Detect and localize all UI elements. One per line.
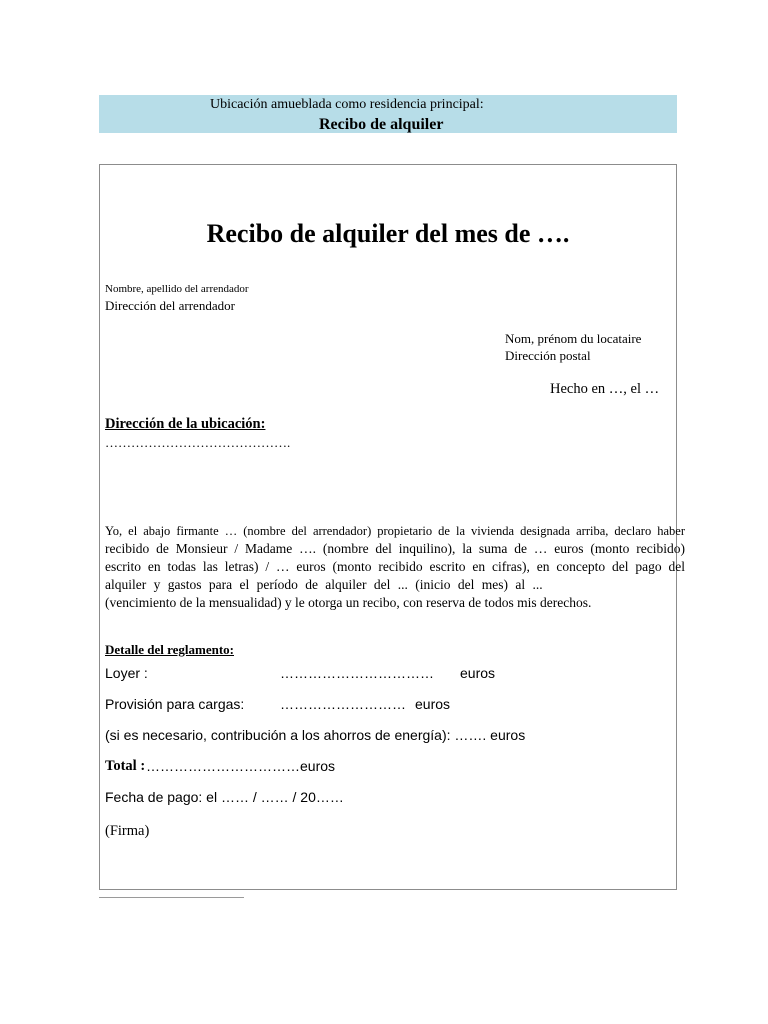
paragraph-line: escrito en todas las letras) / … euros (monto recibido escrito en cifras), en concepto del pago del: [105, 559, 685, 574]
total-label: Total :: [105, 758, 146, 774]
charges-dots: ………………………: [280, 696, 406, 712]
paragraph-line: Yo, el abajo firmante … (nombre del arrendador) propietario de la vivienda designada arriba, declaro haber: [105, 524, 685, 538]
header-title: Recibo de alquiler: [319, 116, 444, 133]
charges-unit: euros: [415, 696, 451, 712]
signature: (Firma): [105, 823, 150, 839]
footnote-separator: [99, 897, 244, 898]
tenant-address: Dirección postal: [505, 348, 591, 363]
location-label: Dirección de la ubicación:: [105, 416, 266, 432]
paragraph-line: (vencimiento de la mensualidad) y le otorga un recibo, con reserva de todos mis derechos.: [105, 595, 592, 610]
energy-contribution: (si es necesario, contribución a los ahorros de energía): ……. euros: [105, 727, 526, 743]
receipt-document: [99, 164, 685, 890]
charges-label: Provisión para cargas:: [105, 696, 245, 712]
place-and-date: Hecho en …, el …: [550, 381, 660, 397]
paragraph-line: alquiler y gastos para el período de alquiler del ... (inicio del mes) al ...: [105, 577, 543, 592]
header-subtitle: Ubicación amueblada como residencia principal:: [210, 97, 484, 112]
header-band: [99, 95, 677, 133]
tenant-name: Nom, prénom du locataire: [505, 331, 642, 346]
payment-date: Fecha de pago: el …… / …… / 20……: [105, 789, 344, 805]
rent-unit: euros: [460, 665, 496, 681]
declaration-paragraph: [105, 522, 685, 612]
details-label: Detalle del reglamento:: [105, 642, 234, 657]
rent-dots: ……………………………: [280, 665, 434, 681]
paragraph-line: recibido de Monsieur / Madame …. (nombre del inquilino), la suma de … euros (monto recibido): [105, 541, 685, 556]
location-value: …………………………………….: [105, 435, 291, 450]
landlord-name: Nombre, apellido del arrendador: [105, 283, 249, 295]
landlord-address: Dirección del arrendador: [105, 298, 235, 313]
document-title: Recibo de alquiler del mes de ….: [206, 219, 570, 248]
total-value: ……………………………euros: [146, 758, 336, 774]
rent-label: Loyer :: [105, 665, 148, 681]
